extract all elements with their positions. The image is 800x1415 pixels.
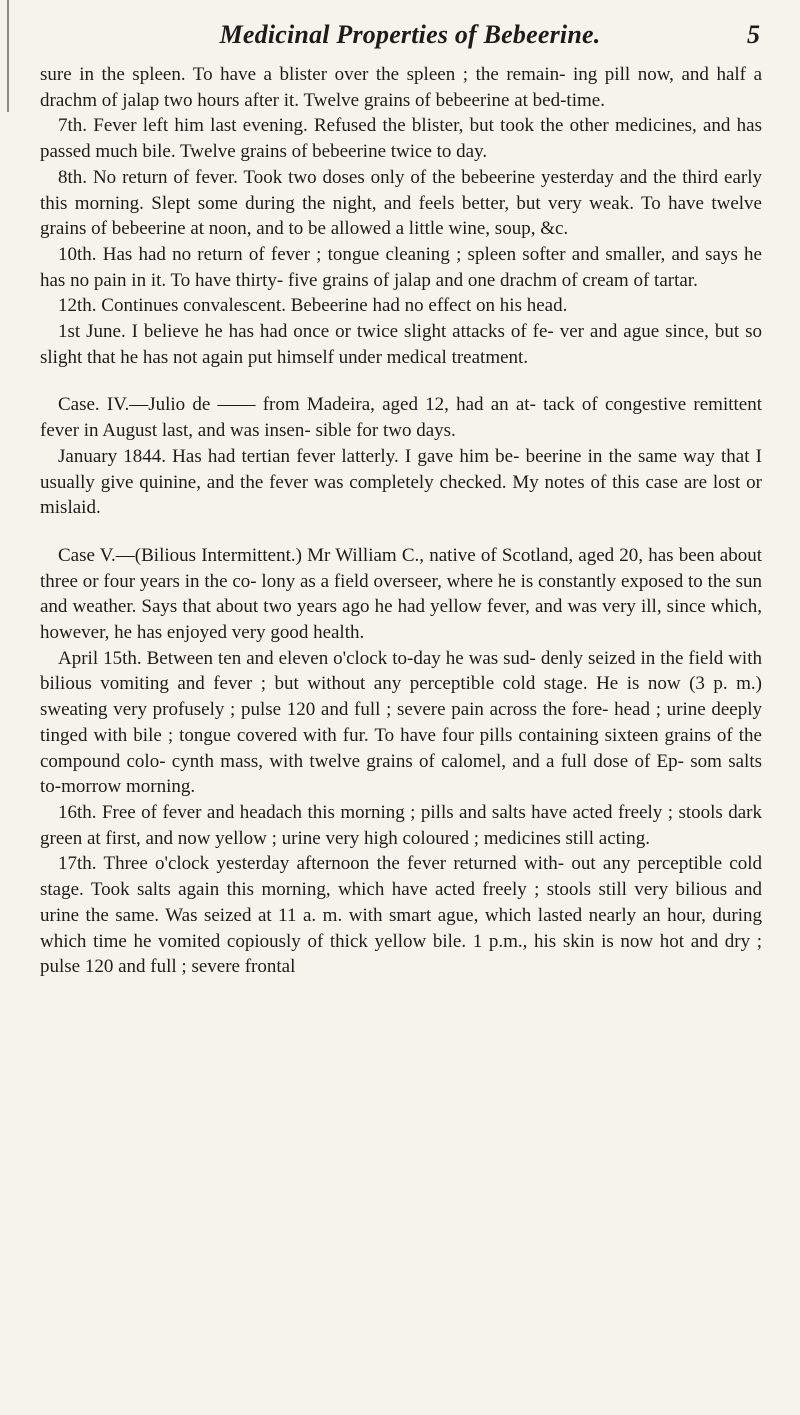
paragraph-16th: 16th. Free of fever and headach this morning ; pills and salts have acted freely ; stools dark green at first, and now yellow ; urine very high coloured ; medicines still acting. xyxy=(40,801,762,849)
running-title: Medicinal Properties of Bebeerine. xyxy=(219,20,601,49)
paragraph-case-v: Case V.—(Bilious Intermittent.) Mr William C., native of Scotland, aged 20, has been about three or four years in the co- lony as a field overseer, where he is constantly exposed to the sun and weather. Says that about two years ago he had yellow fever, and was very ill, since which, however, he has enjoyed very good health. xyxy=(40,544,762,644)
body-text xyxy=(40,62,762,980)
page-number: 5 xyxy=(747,20,760,49)
paragraph-1st-june: 1st June. I believe he has had once or twice slight attacks of fe- ver and ague since, but so slight that he has not again put himself under medical treatment. xyxy=(40,321,762,368)
paragraph-continuation: sure in the spleen. To have a blister over the spleen ; the remain- ing pill now, and half a drachm of jalap two hours after it. Twelve grains of bebeerine at bed-time. xyxy=(40,64,762,111)
binding-edge-line xyxy=(7,0,9,112)
paragraph-10th: 10th. Has had no return of fever ; tongue cleaning ; spleen softer and smaller, and says he has no pain in it. To have thirty- five grains of jalap and one drachm of cream of tartar. xyxy=(40,243,762,291)
paragraph-7th: 7th. Fever left him last evening. Refused the blister, but took the other medicines, and has passed much bile. Twelve grains of bebeerine twice to day. xyxy=(40,115,762,163)
paragraph-case-iv: Case. IV.—Julio de —— from Madeira, aged 12, had an at- tack of congestive remittent fever in August last, and was insen- sible for two days. xyxy=(40,394,762,442)
paragraph-april-15th: April 15th. Between ten and eleven o'clock to-day he was sud- denly seized in the field with bilious vomiting and fever ; but without any perceptible cold stage. He is now (3 p. m.) sweating very profusely ; pulse 120 and full ; severe pain across the fore- head ; urine deeply tinged with bile ; tongue covered with fur. To have four pills containing sixteen grains of the compound colo- cynth mass, with twelve grains of calomel, and a full dose of Ep- som salts to-morrow morning. xyxy=(40,647,762,798)
paragraph-january-1844: January 1844. Has had tertian fever latterly. I gave him be- beerine in the same way that I usually give quinine, and the fever was completely checked. My notes of this case are lost or mislaid. xyxy=(40,445,762,519)
paragraph-17th: 17th. Three o'clock yesterday afternoon the fever returned with- out any perceptible cold stage. Took salts again this morning, which have acted freely ; stools still very bilious and urine the same. Was seized at 11 a. m. with smart ague, which lasted nearly an hour, during which time he vomited copiously of thick yellow bile. 1 p.m., his skin is now hot and dry ; pulse 120 and full ; severe frontal xyxy=(40,853,762,978)
paragraph-12th: 12th. Continues convalescent. Bebeerine had no effect on his head. xyxy=(58,295,568,317)
paragraph-8th: 8th. No return of fever. Took two doses only of the bebeerine yesterday and the third early this morning. Slept some during the night, and feels better, but very weak. To have twelve grains of bebeerine at noon, and to be allowed a little wine, soup, &c. xyxy=(40,166,762,240)
